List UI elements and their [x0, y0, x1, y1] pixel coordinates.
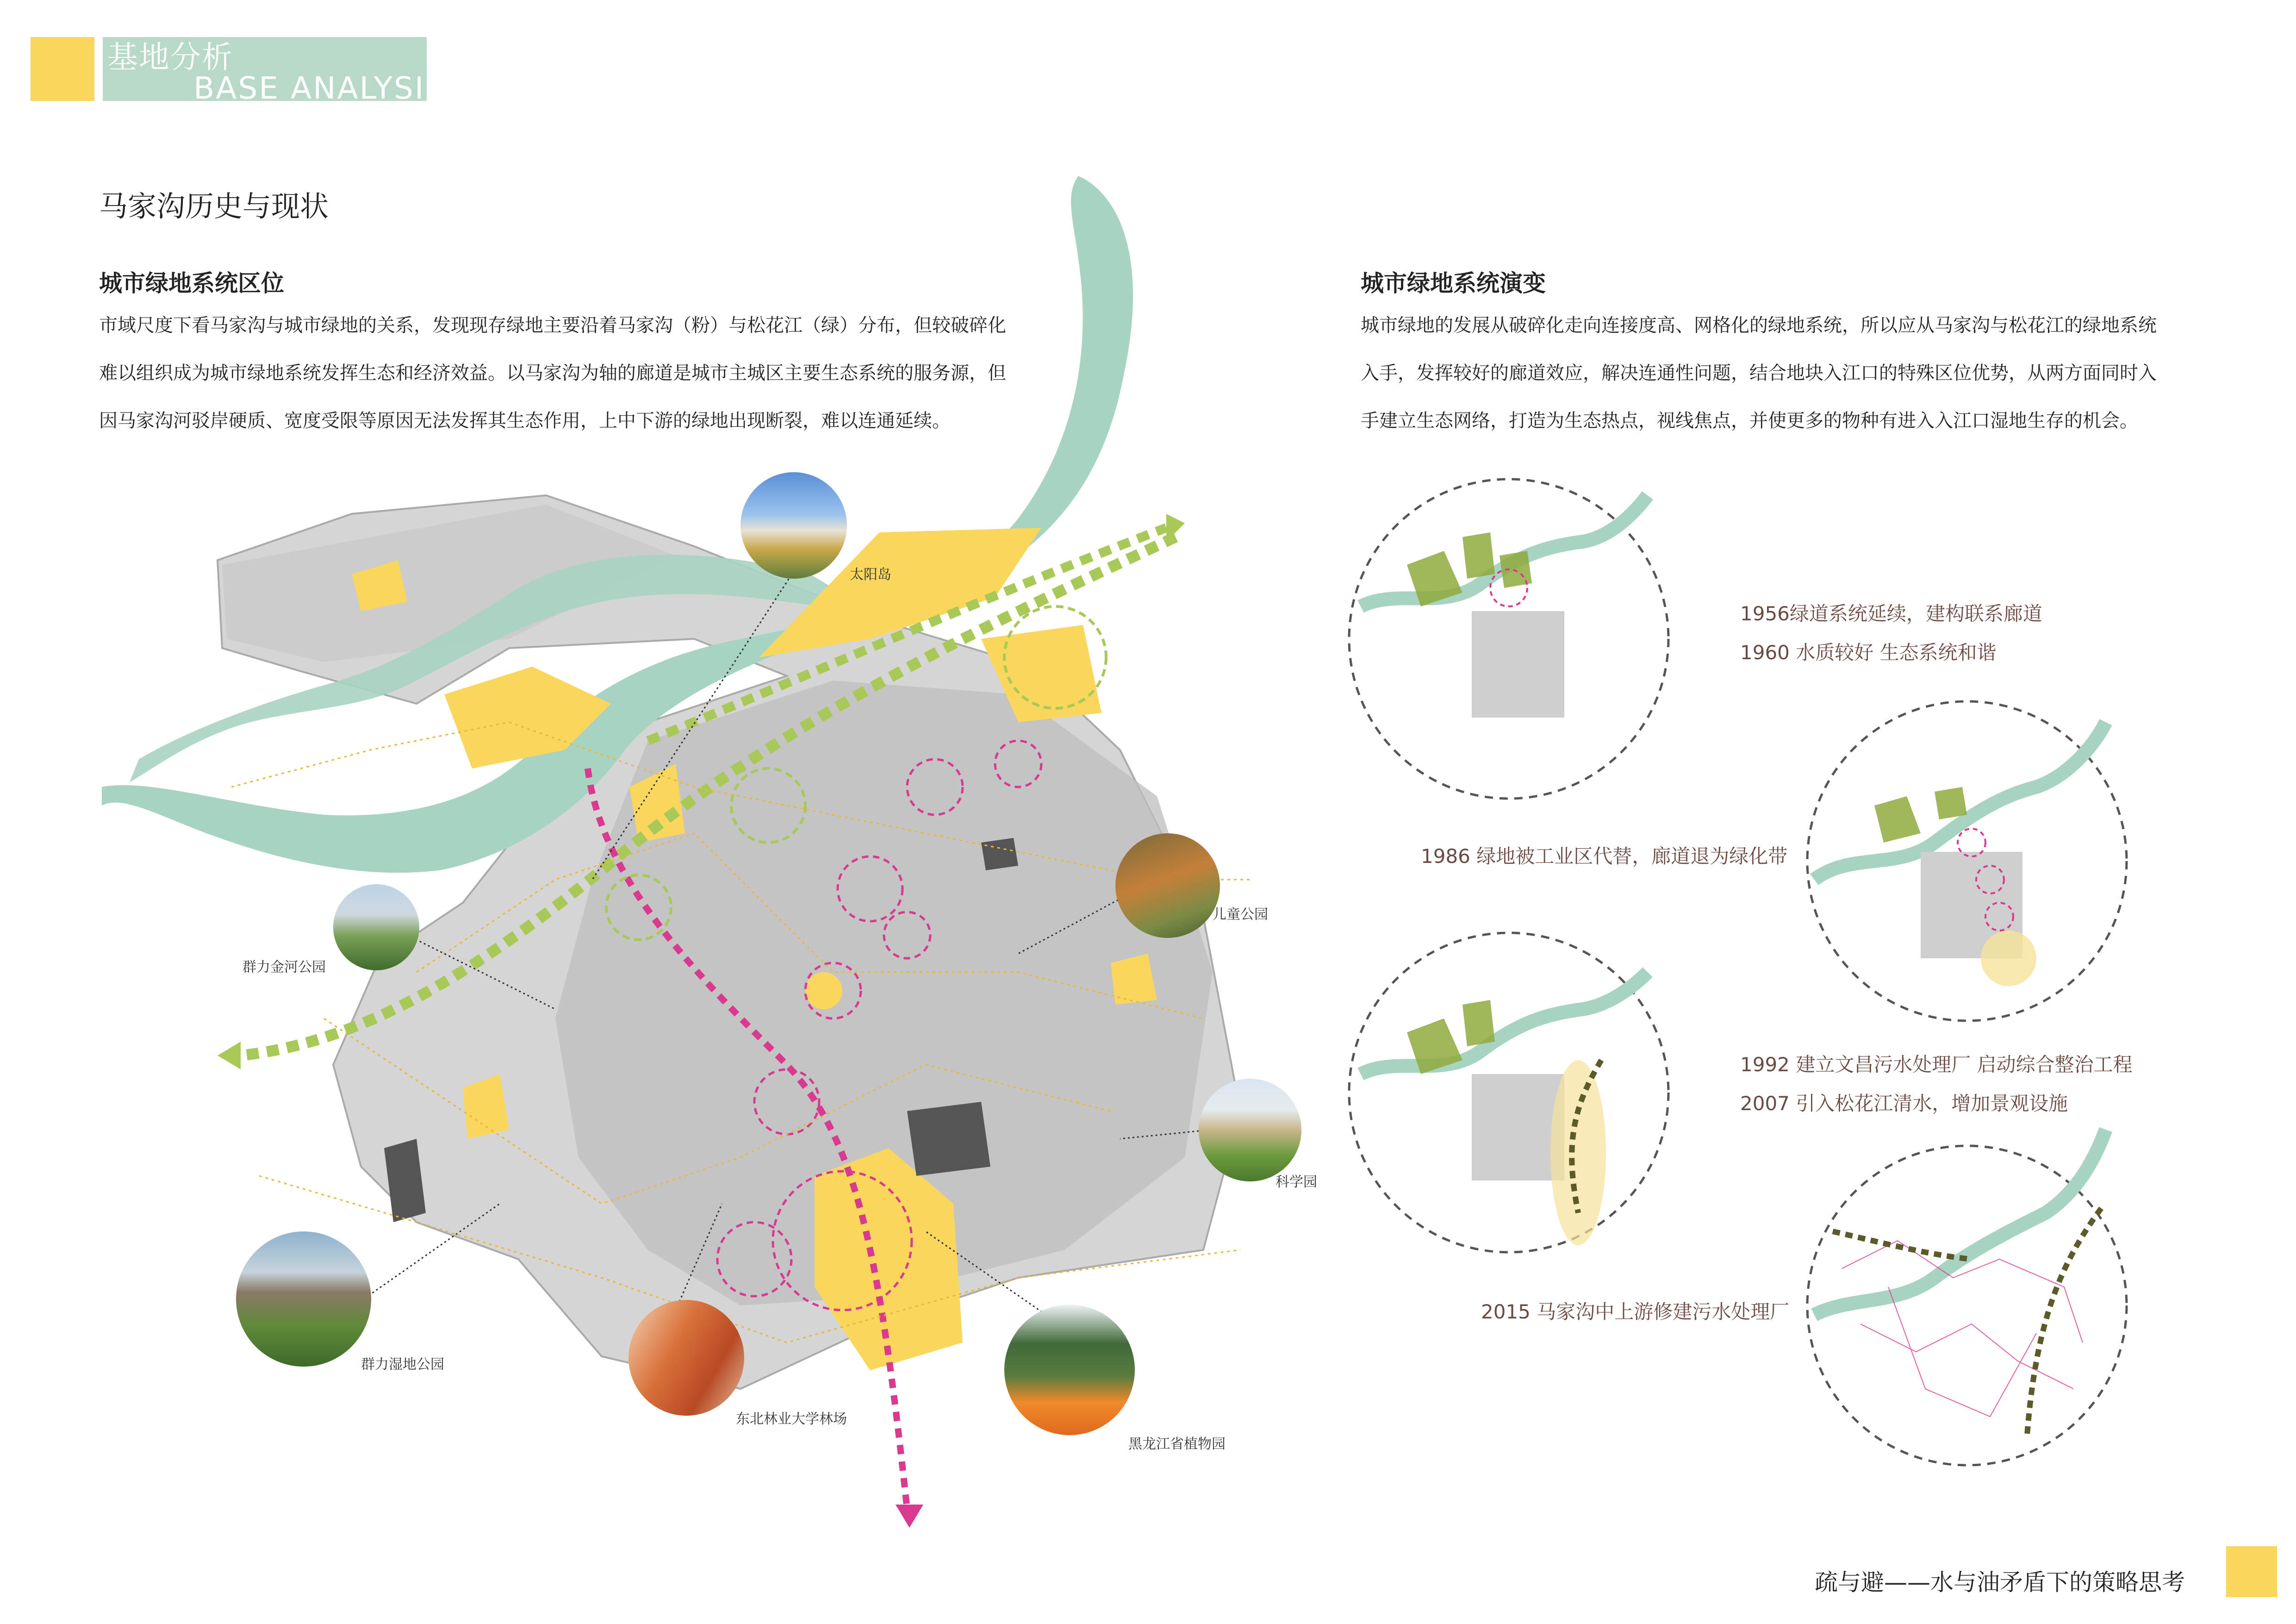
label-linchang: 东北林业大学林场 — [736, 1411, 847, 1427]
photo-qunli-jinhe-park — [333, 884, 419, 970]
photo-qunli-wetland-park — [236, 1231, 371, 1367]
photo-linchang — [628, 1300, 744, 1416]
footer-title: 疏与避——水与油矛盾下的策略思考 — [1815, 1569, 2185, 1596]
page-title: 马家沟历史与现状 — [99, 189, 329, 223]
label-taiyangdao: 太阳岛 — [850, 567, 891, 583]
right-section-title: 城市绿地系统演变 — [1361, 270, 1546, 297]
right-para-line: 城市绿地的发展从破碎化走向连接度高、网格化的绿地系统，所以应从马家沟与松花江的绿地系统 — [1361, 315, 2157, 336]
caption-1956: 1956绿道系统延续，建构联系廊道 — [1740, 602, 2042, 625]
photo-ertong-park — [1115, 833, 1220, 938]
header-title-en: BASE ANALYSIS — [193, 70, 446, 106]
label-qunli-jinhe-park: 群力金河公园 — [243, 959, 326, 975]
left-section-title: 城市绿地系统区位 — [99, 270, 284, 297]
evolution-caption-1 — [1740, 594, 2042, 672]
caption-1960: 1960 水质较好 生态系统和谐 — [1740, 641, 1997, 664]
right-para-line: 手建立生态网络，打造为生态热点，视线焦点，并使更多的物种有进入入江口湿地生存的机会。 — [1361, 410, 2138, 431]
photo-botanical-garden — [1004, 1305, 1135, 1435]
footer-accent-square — [2226, 1546, 2277, 1597]
evolution-caption-2 — [1421, 837, 1787, 876]
evolution-caption-3 — [1740, 1045, 2133, 1123]
caption-1986: 1986 绿地被工业区代替，廊道退为绿化带 — [1421, 845, 1788, 868]
green-corridor-arrowhead-west — [218, 1042, 241, 1069]
left-para-line: 因马家沟河驳岸硬质、宽度受限等原因无法发挥其生态作用，上中下游的绿地出现断裂，难以连通延续。 — [99, 410, 951, 431]
label-ertong-park: 儿童公园 — [1213, 906, 1268, 923]
right-section-paragraph — [1361, 302, 2240, 445]
evolution-caption-4 — [1481, 1293, 1789, 1331]
left-para-line: 市域尺度下看马家沟与城市绿地的关系，发现现存绿地主要沿着马家沟（粉）与松花江（绿）分布，但较破碎化 — [99, 315, 1006, 336]
evolution-circle-1956 — [1349, 479, 1668, 799]
caption-2007: 2007 引入松花江清水，增加景观设施 — [1740, 1092, 2068, 1115]
photo-kexue-park — [1199, 1079, 1301, 1181]
caption-2015: 2015 马家沟中上游修建污水处理厂 — [1481, 1300, 1790, 1323]
evolution-circle-2015 — [1807, 1130, 2127, 1465]
right-para-line: 入手，发挥较好的廊道效应，解决连通性问题，结合地块入江口的特殊区位优势，从两方面同时入 — [1361, 362, 2157, 384]
evolution-circle-1992 — [1349, 933, 1668, 1252]
header-title-cn: 基地分析 — [107, 39, 233, 75]
pink-corridor-arrowhead — [896, 1505, 923, 1528]
caption-1992: 1992 建立文昌污水处理厂 启动综合整治工程 — [1740, 1053, 2133, 1076]
photo-taiyangdao — [740, 472, 847, 579]
label-kexue-park: 科学园 — [1276, 1174, 1317, 1190]
label-qunli-wetland-park: 群力湿地公园 — [361, 1356, 444, 1373]
evolution-circle-1986 — [1807, 701, 2127, 1021]
left-para-line: 难以组织成为城市绿地系统发挥生态和经济效益。以马家沟为轴的廊道是城市主城区主要生态系统的服务源，但 — [99, 362, 1006, 384]
label-botanical-garden: 黑龙江省植物园 — [1128, 1436, 1226, 1452]
